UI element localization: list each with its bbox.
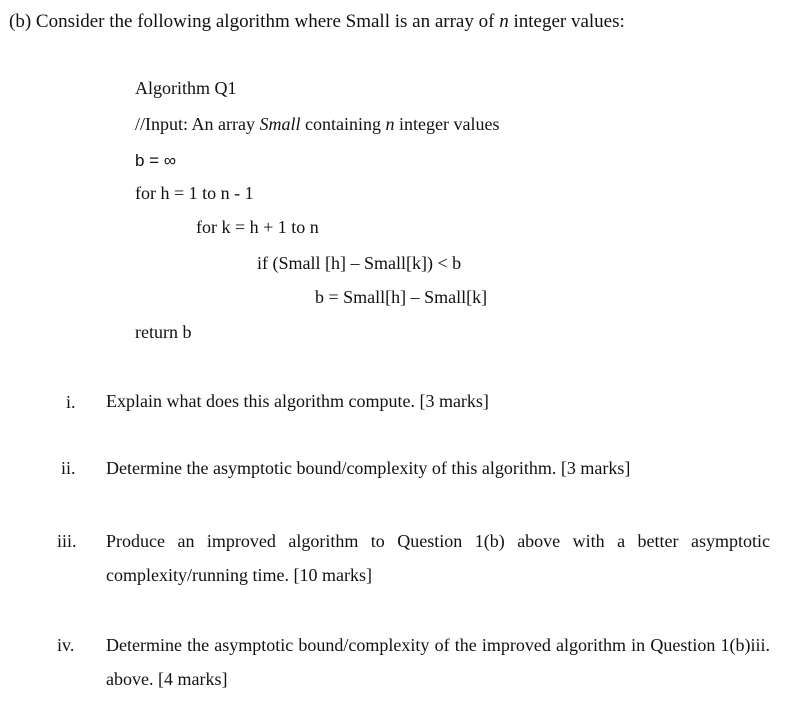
input-prefix: //Input: An array <box>135 114 260 134</box>
algorithm-init-line: b = ∞ <box>135 151 176 170</box>
algorithm-input-comment <box>135 115 499 133</box>
input-n-variable: n <box>385 114 395 134</box>
algorithm-outer-loop: for h = 1 to n - 1 <box>135 183 254 203</box>
question-intro <box>9 12 625 31</box>
question-text-iv: Determine the asymptotic bound/complexity of the improved algorithm in Question 1(b)iii. above. [4 marks] <box>106 635 770 689</box>
question-text-iii: Produce an improved algorithm to Question 1(b) above with a better asymptotic complexity/running time. [10 marks] <box>106 531 770 585</box>
algorithm-inner-loop: for k = h + 1 to n <box>196 217 319 237</box>
intro-text-end: integer values: <box>508 11 625 32</box>
question-number-ii: ii. <box>61 458 76 478</box>
question-text-ii: Determine the asymptotic bound/complexity of this algorithm. [3 marks] <box>106 458 631 478</box>
input-suffix: integer values <box>394 114 500 134</box>
question-number-i: i. <box>66 392 76 412</box>
intro-n-variable: n <box>499 11 509 32</box>
algorithm-return: return b <box>135 322 192 342</box>
question-text-i: Explain what does this algorithm compute. [3 marks] <box>106 391 489 411</box>
algorithm-condition: if (Small [h] – Small[k]) < b <box>257 253 462 273</box>
intro-text-start: Consider the following algorithm where Small is an array of <box>35 11 500 32</box>
input-middle: containing <box>300 114 386 134</box>
algorithm-title: Algorithm Q1 <box>135 78 237 98</box>
part-label: (b) <box>9 11 32 32</box>
question-number-iv: iv. <box>57 635 75 655</box>
question-number-iii: iii. <box>57 531 77 551</box>
algorithm-assignment: b = Small[h] – Small[k] <box>315 287 488 307</box>
input-array-name: Small <box>259 114 301 134</box>
